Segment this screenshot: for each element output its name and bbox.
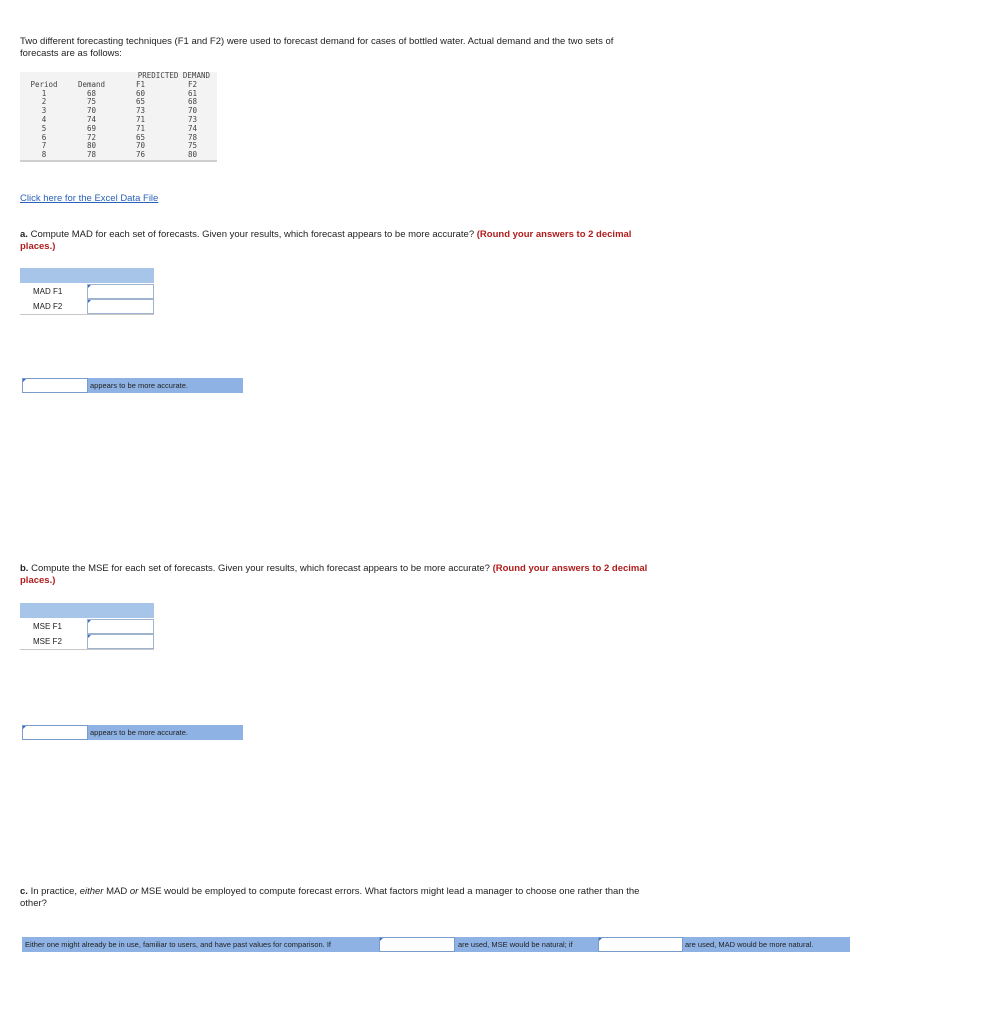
f1-cell: 71 [135, 114, 146, 124]
input-flag-icon [88, 635, 91, 638]
table-row [20, 151, 217, 161]
f2-cell: 74 [187, 123, 197, 133]
column-header: F2 [187, 79, 197, 89]
f1-cell: 65 [135, 132, 146, 142]
period-cell: 5 [41, 123, 47, 133]
input-flag-icon [599, 938, 602, 941]
mse-accuracy-text: appears to be more accurate. [90, 728, 188, 737]
part-b-letter: b. [20, 563, 29, 574]
demand-cell: 68 [86, 88, 97, 98]
part-c-segment-2: are used, MSE would be natural; if [458, 940, 573, 949]
excel-data-link[interactable]: Click here for the Excel Data File [20, 193, 159, 204]
part-c-blank-2[interactable] [598, 937, 683, 952]
demand-cell: 70 [86, 106, 97, 116]
period-cell: 7 [41, 141, 47, 151]
f2-cell: 75 [187, 141, 197, 151]
part-b-text: Compute the MSE for each set of forecasts. Given your results, which forecast appears to be more accurate? [31, 563, 490, 574]
part-a-instruction: (Round your answers to 2 decimal places.) [20, 229, 632, 252]
period-cell: 4 [41, 114, 47, 124]
grid-divider [20, 314, 154, 315]
part-c-text: In practice, [30, 886, 78, 897]
part-c-blank-1[interactable] [379, 937, 455, 952]
f1-cell: 71 [135, 123, 146, 133]
part-c-emphasis: either [79, 886, 104, 897]
mad-f1-input[interactable] [87, 284, 154, 299]
part-c-question [20, 886, 640, 910]
mse-grid-header [20, 603, 154, 618]
f2-cell: 78 [187, 132, 197, 142]
part-b-instruction: (Round your answers to 2 decimal places.) [20, 563, 648, 586]
period-cell: 3 [41, 106, 47, 116]
f2-cell: 70 [187, 106, 197, 116]
column-header: F1 [135, 79, 146, 89]
f2-cell: 61 [187, 88, 197, 98]
part-a-question [20, 229, 650, 253]
grid-divider [20, 649, 154, 650]
mse-f2-input[interactable] [87, 634, 154, 649]
input-flag-icon [88, 620, 91, 623]
period-cell: 2 [41, 97, 47, 107]
demand-cell: 80 [86, 141, 97, 151]
f1-cell: 73 [135, 106, 146, 116]
period-cell: 1 [41, 88, 47, 98]
demand-cell: 78 [86, 150, 97, 160]
demand-cell: 69 [86, 123, 97, 133]
part-c-emphasis: or [129, 886, 139, 897]
input-flag-icon [380, 938, 383, 941]
column-header: Period [30, 79, 58, 89]
mse-f2-label: MSE F2 [33, 637, 62, 646]
mse-f1-label: MSE F1 [33, 622, 62, 631]
demand-cell: 72 [86, 132, 97, 142]
f2-cell: 68 [187, 97, 197, 107]
f1-cell: 76 [135, 150, 146, 160]
mse-more-accurate-select[interactable] [22, 725, 88, 740]
f2-cell: 80 [187, 150, 197, 160]
part-c-text: MAD [106, 886, 128, 897]
f2-cell: 73 [187, 114, 197, 124]
mad-f2-label: MAD F2 [33, 302, 63, 311]
demand-cell: 74 [86, 114, 97, 124]
period-cell: 8 [41, 150, 47, 160]
part-a-letter: a. [20, 229, 28, 240]
input-flag-icon [23, 726, 26, 729]
group-header: PREDICTED DEMAND [137, 71, 210, 80]
part-b-question [20, 563, 650, 587]
part-a-text: Compute MAD for each set of forecasts. Given your results, which forecast appears to be more accurate? [30, 229, 475, 240]
mad-accuracy-text: appears to be more accurate. [90, 381, 188, 390]
f1-cell: 70 [135, 141, 146, 151]
part-c-segment-1: Either one might already be in use, familiar to users, and have past values for comparison. If [25, 940, 331, 949]
mse-f1-input[interactable] [87, 619, 154, 634]
part-c-segment-3: are used, MAD would be more natural. [685, 940, 814, 949]
mad-f2-input[interactable] [87, 299, 154, 314]
input-flag-icon [88, 300, 91, 303]
demand-cell: 75 [86, 97, 97, 107]
f1-cell: 65 [135, 97, 146, 107]
mad-f1-label: MAD F1 [33, 287, 63, 296]
intro-text: Two different forecasting techniques (F1 and F2) were used to forecast demand for cases of bottled water. Actual demand and the two sets of forecasts are as follows: [20, 36, 614, 59]
mad-grid-header [20, 268, 154, 283]
mad-more-accurate-select[interactable] [22, 378, 88, 393]
column-header: Demand [77, 79, 106, 89]
part-c-letter: c. [20, 886, 28, 897]
f1-cell: 60 [135, 88, 146, 98]
input-flag-icon [23, 379, 26, 382]
part-c-text: MSE would be employed to compute forecast errors. What factors might lead a manager to choose one rather than the other? [20, 886, 640, 909]
period-cell: 6 [41, 132, 47, 142]
demand-table [20, 72, 217, 162]
input-flag-icon [88, 285, 91, 288]
